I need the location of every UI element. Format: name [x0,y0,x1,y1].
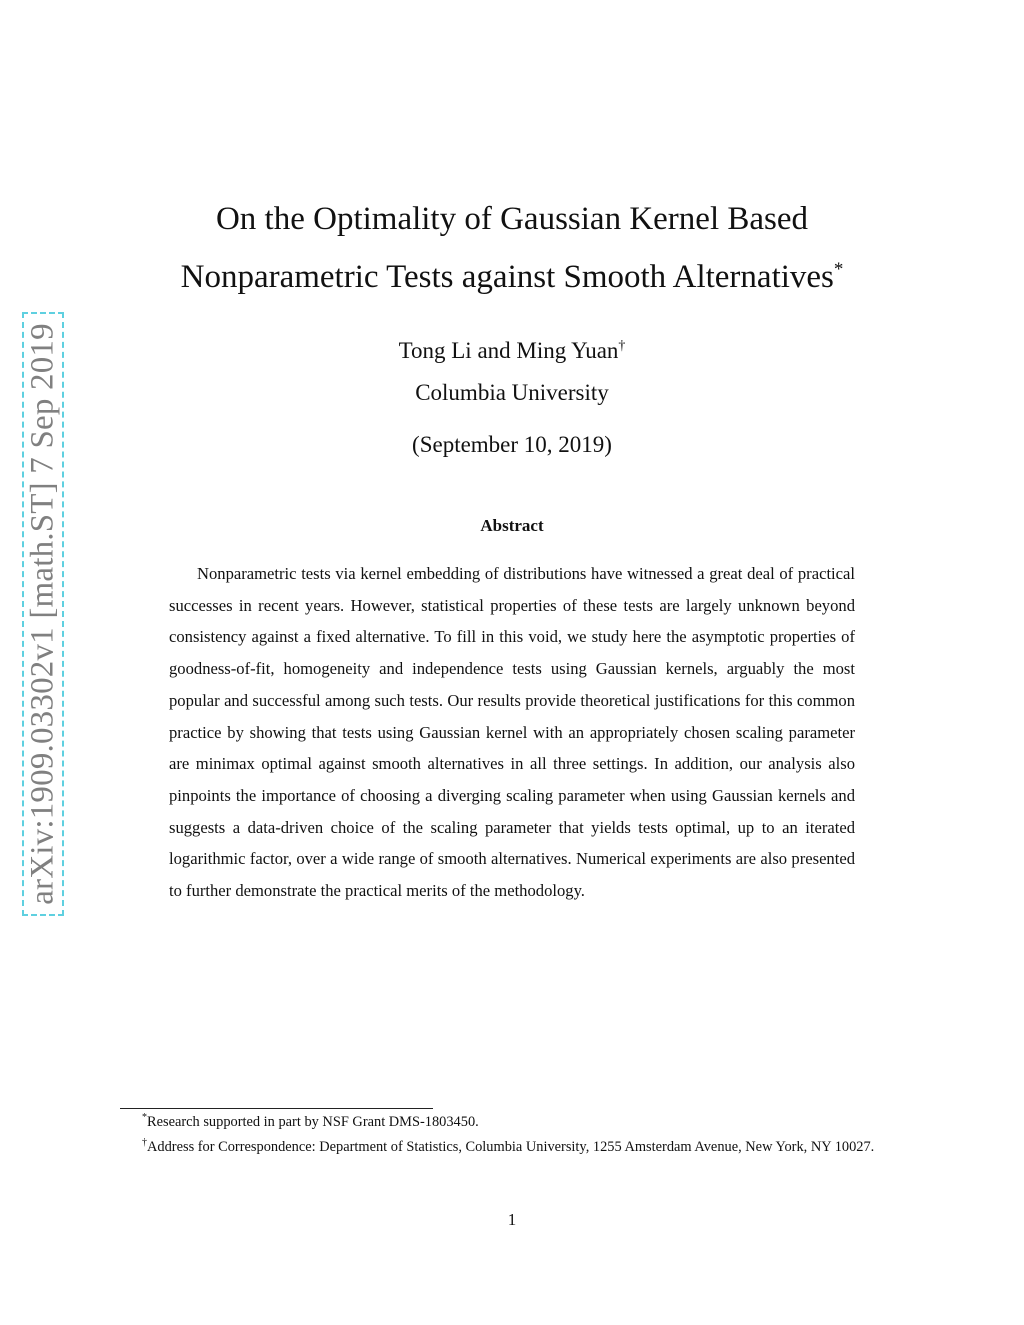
footnote-mark: † [142,1136,147,1148]
footnote-text: Research supported in part by NSF Grant DMS-1803450. [147,1114,479,1130]
abstract-body: Nonparametric tests via kernel embedding of distributions have witnessed a great deal of practical successes in recent years. However, statistical properties of these tests are largely unknown beyond consistency against a fixed alternative. To fill in this void, we study here the asymptotic properties of goodness-of-fit, homogeneity and independence tests using Gaussian kernels, arguably the most popular and successful among such tests. Our results provide theoretical justifications for this common practice by showing that tests using Gaussian kernel with an appropriately chosen scaling parameter are minimax optimal against smooth alternatives in all three settings. In addition, our analysis also pinpoints the importance of choosing a diverging scaling parameter when using Gaussian kernels and suggests a data-driven choice of the scaling parameter that yields tests optimal, up to an iterated logarithmic factor, over a wide range of smooth alternatives. Numerical experiments are also presented to further demonstrate the practical merits of the methodology. [169,564,855,901]
authors-text: Tong Li and Ming Yuan [398,338,619,363]
footnotes [120,1110,906,1159]
authors-footnote-mark: † [618,338,626,354]
title-line-2 [100,248,924,306]
title-line-1: On the Optimality of Gaussian Kernel Based [215,201,809,237]
authors [0,333,1024,369]
title-line-2-text: Nonparametric Tests against Smooth Alternatives [180,259,834,295]
footnote-rule [120,1108,433,1109]
arxiv-identifier: arXiv:1909.03302v1 [math.ST] 7 Sep 2019 [24,323,61,905]
abstract-heading: Abstract [480,516,544,535]
page-number: 1 [507,1210,517,1229]
footnote-mark: * [142,1112,147,1124]
footnote [120,1135,906,1160]
title-footnote-mark: * [833,259,844,280]
paper-title [100,190,924,306]
paper-date: (September 10, 2019) [412,432,612,457]
footnote-text: Address for Correspondence: Department of Statistics, Columbia University, 1255 Amsterdam Avenue, New York, NY 10027. [147,1138,875,1155]
affiliation: Columbia University [415,380,609,405]
footnote [120,1110,906,1135]
